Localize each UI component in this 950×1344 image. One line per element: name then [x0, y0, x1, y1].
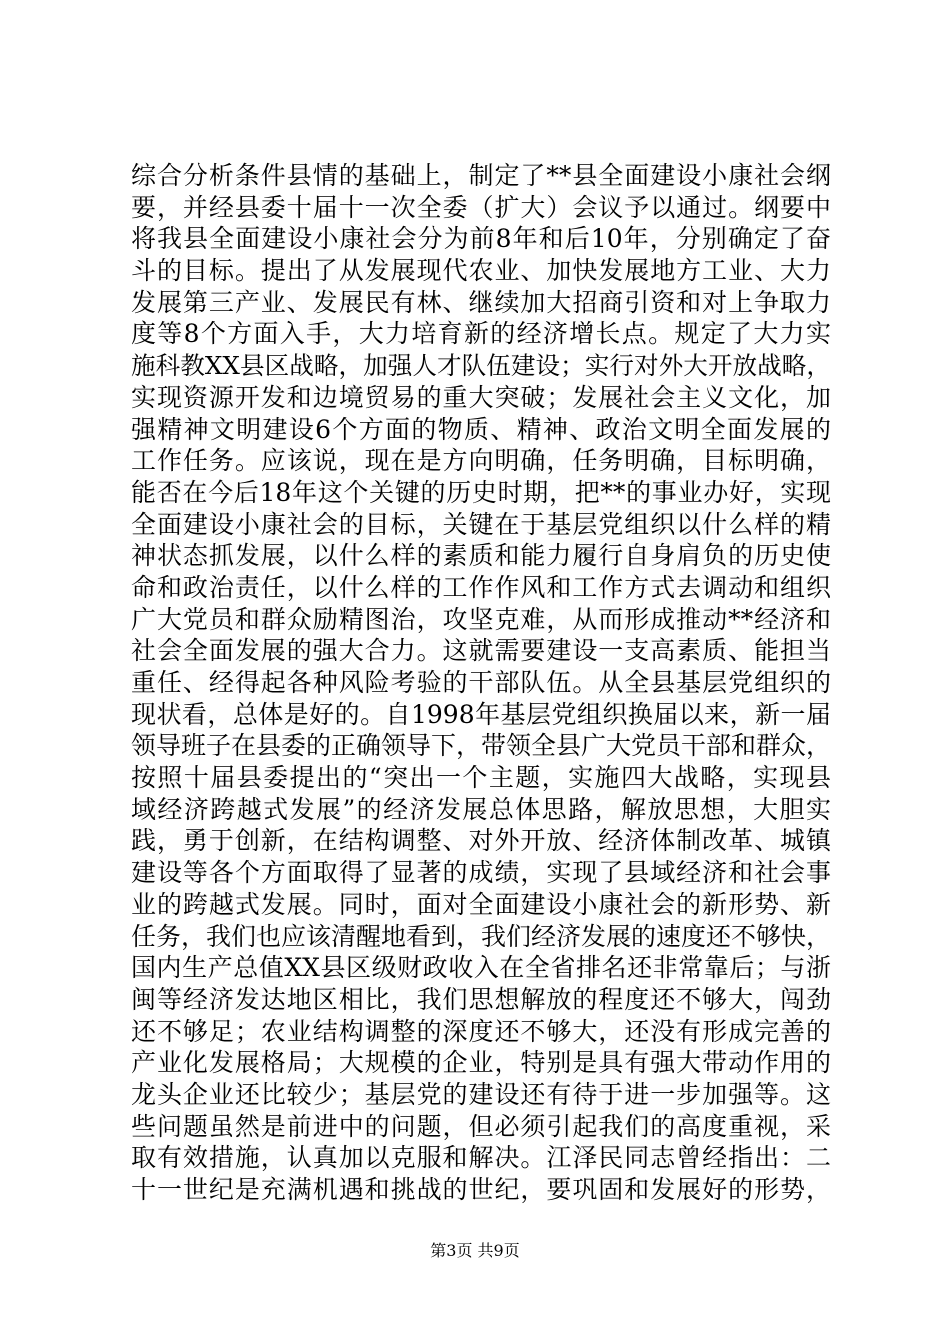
text-line: 要，并经县委十届十一次全委（扩大）会议予以通过。纲要中 [131, 192, 831, 222]
text-line: 任务，我们也应该清醒地看到，我们经济发展的速度还不够快， [131, 921, 832, 951]
text-line: 实现资源开发和边境贸易的重大突破；发展社会主义文化，加 [131, 382, 831, 412]
text-line: 领导班子在县委的正确领导下，带领全县广大党员干部和群众， [131, 731, 832, 761]
text-line: 些问题虽然是前进中的问题，但必须引起我们的高度重视，采 [131, 1111, 831, 1141]
text-line: 工作任务。应该说，现在是方向明确，任务明确，目标明确， [131, 446, 831, 476]
text-line: 命和政治责任，以什么样的工作作风和工作方式去调动和组织 [131, 572, 831, 602]
text-line: 闽等经济发达地区相比，我们思想解放的程度还不够大，闯劲 [131, 984, 831, 1014]
text-line: 社会全面发展的强大合力。这就需要建设一支高素质、能担当 [131, 636, 831, 666]
text-line: 取有效措施，认真加以克服和解决。江泽民同志曾经指出：二 [131, 1143, 831, 1173]
text-line: 国内生产总值XX县区级财政收入在全省排名还非常靠后；与浙 [131, 953, 831, 983]
text-line: 将我县全面建设小康社会分为前8年和后10年，分别确定了奋 [131, 224, 831, 254]
body-paragraph [131, 160, 831, 1206]
text-line: 域经济跨越式发展”的经济发展总体思路，解放思想，大胆实 [131, 794, 831, 824]
text-line: 强精神文明建设6个方面的物质、精神、政治文明全面发展的 [131, 414, 831, 444]
text-line: 度等8个方面入手，大力培育新的经济增长点。规定了大力实 [131, 319, 831, 349]
text-line: 神状态抓发展，以什么样的素质和能力履行自身肩负的历史使 [131, 541, 831, 571]
text-line: 践，勇于创新，在结构调整、对外开放、经济体制改革、城镇 [131, 826, 831, 856]
text-line: 现状看，总体是好的。自1998年基层党组织换届以来，新一届 [131, 699, 831, 729]
page-footer: 第3页 共9页 [430, 1241, 520, 1260]
text-line: 按照十届县委提出的“突出一个主题，实施四大战略，实现县 [131, 763, 831, 793]
text-line: 重任、经得起各种风险考验的干部队伍。从全县基层党组织的 [131, 668, 831, 697]
text-line: 产业化发展格局；大规模的企业，特别是具有强大带动作用的 [131, 1048, 831, 1078]
text-line: 建设等各个方面取得了显著的成绩，实现了县域经济和社会事 [131, 858, 831, 888]
text-line: 施科教XX县区战略，加强人才队伍建设；实行对外大开放战略， [131, 351, 831, 381]
text-line: 龙头企业还比较少；基层党的建设还有待于进一步加强等。这 [131, 1079, 831, 1109]
text-line: 业的跨越式发展。同时，面对全面建设小康社会的新形势、新 [131, 889, 831, 919]
text-line: 还不够足；农业结构调整的深度还不够大，还没有形成完善的 [131, 1016, 831, 1046]
text-line: 全面建设小康社会的目标，关键在于基层党组织以什么样的精 [131, 509, 831, 539]
text-line: 十一世纪是充满机遇和挑战的世纪，要巩固和发展好的形势， [131, 1175, 831, 1204]
text-line: 能否在今后18年这个关键的历史时期，把**的事业办好，实现 [131, 477, 831, 507]
text-line: 综合分析条件县情的基础上，制定了**县全面建设小康社会纲 [131, 161, 831, 190]
text-line: 发展第三产业、发展民有林、继续加大招商引资和对上争取力 [131, 287, 831, 317]
text-line: 斗的目标。提出了从发展现代农业、加快发展地方工业、大力 [131, 256, 831, 286]
text-line: 广大党员和群众励精图治，攻坚克难，从而形成推动**经济和 [131, 604, 831, 634]
